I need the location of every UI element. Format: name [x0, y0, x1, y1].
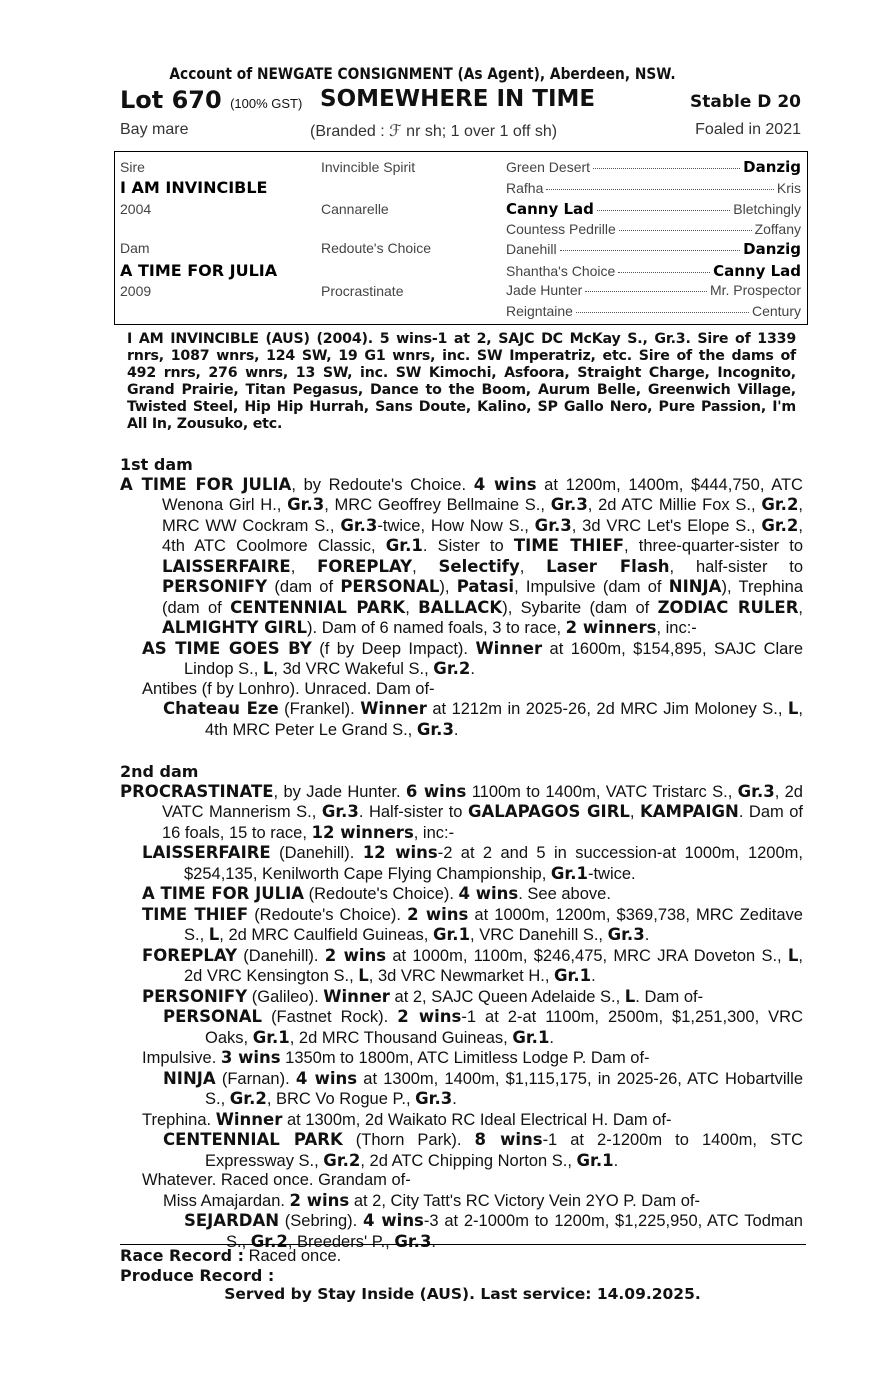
first-dam-title: 1st dam	[120, 455, 193, 474]
sire-dam: Cannarelle	[321, 201, 389, 217]
leader-dots	[619, 230, 752, 231]
produce-record-label: Produce Record :	[120, 1266, 275, 1285]
produce-entry: CENTENNIAL PARK (Thorn Park). 8 wins-1 at 2-1200m to 1400m, STC Expressway S., Gr.2, 2d ATC Chipping Norton S., Gr.1.	[163, 1130, 803, 1170]
ped-g3-name: Rafha	[506, 180, 544, 196]
produce-entry: LAISSERFAIRE (Danehill). 12 wins-2 at 2 and 5 in succession-at 1000m, 1200m, $254,135, Kenilworth Cape Flying Championship, Gr.1-twice.	[142, 843, 803, 883]
second-dam-text: , by Jade Hunter. 6 wins 1100m to 1400m, VATC Tristarc S., Gr.3, 2d VATC Mannerism S., Gr.3. Half-sister to GALAPAGOS GIRL, KAMPAIGN. Dam of 16 foals, 15 to race, 12 winners, inc:-	[162, 781, 803, 842]
ped-g3-name: Reigntaine	[506, 303, 573, 319]
pedigree-table	[114, 151, 808, 325]
horse-name: SOMEWHERE IN TIME	[320, 86, 596, 112]
sire-sire: Invincible Spirit	[321, 159, 416, 175]
produce-entry: Chateau Eze (Frankel). Winner at 1212m in 2025-26, 2d MRC Jim Moloney S., L, 4th MRC Peter Le Grand S., Gr.3.	[163, 699, 803, 739]
ped-g3-row	[506, 303, 801, 319]
first-dam-produce-list	[120, 639, 803, 741]
race-record-label: Race Record :	[120, 1246, 244, 1265]
produce-entry: Antibes (f by Lonhro). Unraced. Dam of-	[142, 679, 435, 698]
dam-dam: Procrastinate	[321, 283, 404, 299]
ped-g3-row	[506, 262, 801, 280]
ped-g3-sire: Danzig	[743, 240, 801, 258]
second-dam-section	[120, 762, 803, 1252]
first-dam-section	[120, 455, 803, 740]
produce-entry: PERSONAL (Fastnet Rock). 2 wins-1 at 2-at 1100m, 2500m, $1,251,300, VRC Oaks, Gr.1, 2d MRC Thousand Guineas, Gr.1.	[163, 1007, 804, 1047]
leader-dots	[593, 168, 740, 169]
dam-label: Dam	[120, 240, 150, 256]
second-dam-title: 2nd dam	[120, 762, 199, 781]
ped-g3-sire: Mr. Prospector	[709, 282, 801, 298]
lot-number	[120, 86, 302, 114]
served-note: Served by Stay Inside (AUS). Last service: 14.09.2025.	[224, 1285, 701, 1303]
lot-header	[120, 86, 803, 118]
race-record-value: Raced once.	[248, 1247, 342, 1265]
produce-entry: PERSONIFY (Galileo). Winner at 2, SAJC Queen Adelaide S., L. Dam of-	[142, 986, 704, 1006]
ped-g3-row	[506, 221, 801, 237]
leader-dots	[546, 189, 774, 190]
ped-g3-sire: Zoffany	[754, 221, 801, 237]
lot-label: Lot 670	[120, 86, 222, 114]
sire-name: I AM INVINCIBLE	[120, 178, 268, 197]
produce-record	[120, 1266, 274, 1286]
consignor-line: Account of NEWGATE CONSIGNMENT (As Agent), Aberdeen, NSW.	[169, 64, 676, 83]
stable-location: Stable D 20	[690, 92, 801, 112]
ped-g3-name: Green Desert	[506, 159, 591, 175]
produce-entry: Trephina. Winner at 1300m, 2d Waikato RC Ideal Electrical H. Dam of-	[142, 1109, 672, 1129]
ped-g3-sire: Bletchingly	[733, 201, 801, 217]
produce-entry: SEJARDAN (Sebring). 4 wins-3 at 2-1000m to 1200m, $1,225,950, ATC Todman S., Gr.2, Breeders' P., Gr.3.	[184, 1211, 803, 1251]
horse-sex: Bay mare	[120, 121, 189, 138]
ped-g3-row	[506, 240, 801, 258]
leader-dots	[560, 250, 741, 251]
gst-note: (100% GST)	[230, 96, 303, 111]
ped-g3-name: Danehill	[506, 241, 557, 257]
produce-entry: A TIME FOR JULIA (Redoute's Choice). 4 wins. See above.	[142, 884, 611, 903]
first-dam-name: A TIME FOR JULIA	[120, 474, 292, 494]
leader-dots	[576, 312, 749, 313]
sire-year: 2004	[120, 201, 152, 217]
second-dam-produce-list	[120, 843, 803, 1252]
produce-entry: Whatever. Raced once. Grandam of-	[142, 1171, 411, 1189]
foaled-year: Foaled in 2021	[695, 121, 801, 138]
produce-entry: AS TIME GOES BY (f by Deep Impact). Winner at 1600m, $154,895, SAJC Clare Lindop S., L, 3d VRC Wakeful S., Gr.2.	[142, 638, 803, 678]
leader-dots	[585, 291, 707, 292]
leader-dots	[618, 272, 710, 273]
ped-g3-name: Shantha's Choice	[506, 263, 616, 279]
ped-g3-name: Countess Pedrille	[506, 221, 616, 237]
first-dam-paragraph	[120, 475, 803, 639]
second-dam-name: PROCRASTINATE	[120, 781, 274, 801]
section-divider	[120, 1244, 806, 1245]
ped-g3-name: Canny Lad	[506, 200, 594, 218]
ped-g3-sire: Kris	[776, 180, 801, 196]
produce-entry: NINJA (Farnan). 4 wins at 1300m, 1400m, $1,115,175, in 2025-26, ATC Hobartville S., Gr.2, BRC Vo Rogue P., Gr.3.	[163, 1068, 803, 1108]
leader-dots	[597, 210, 730, 211]
ped-g3-sire: Century	[751, 303, 801, 319]
ped-g3-name: Jade Hunter	[506, 282, 583, 298]
ped-g3-sire: Danzig	[743, 158, 801, 176]
second-dam-paragraph	[120, 782, 803, 844]
dam-year: 2009	[120, 283, 152, 299]
ped-g3-sire: Canny Lad	[713, 262, 801, 280]
dam-sire: Redoute's Choice	[321, 240, 432, 256]
ped-g3-row	[506, 200, 801, 218]
first-dam-text: , by Redoute's Choice. 4 wins at 1200m, 1400m, $444,750, ATC Wenona Girl H., Gr.3, MRC Geoffrey Bellmaine S., Gr.3, 2d ATC Millie Fox S., Gr.2, MRC WW Cockram S., Gr.3-twice, How Now S., Gr.3, 3d VRC Let's Elope S., Gr.2, 4th ATC Coolmore Classic, Gr.1. Sister to TIME THIEF, three-quarter-sister to LAISSERFAIRE, FOREPLAY, Selectify, Laser Flash, half-sister to PERSONIFY (dam of PERSONAL), Patasi, Impulsive (dam of NINJA), Trephina (dam of CENTENNIAL PARK, BALLACK), Sybarite (dam of ZODIAC RULER, ALMIGHTY GIRL). Dam of 6 named foals, 3 to race, 2 winners, inc:-	[162, 474, 804, 637]
produce-entry: TIME THIEF (Redoute's Choice). 2 wins at 1000m, 1200m, $369,738, MRC Zeditave S., L, 2d MRC Caulfield Guineas, Gr.1, VRC Danehill S., Gr.3.	[142, 904, 803, 944]
produce-entry: Miss Amajardan. 2 wins at 2, City Tatt's RC Victory Vein 2YO P. Dam of-	[163, 1190, 700, 1210]
dam-name: A TIME FOR JULIA	[120, 261, 278, 280]
race-record	[120, 1246, 341, 1266]
produce-entry: FOREPLAY (Danehill). 2 wins at 1000m, 1100m, $246,475, MRC JRA Doveton S., L, 2d VRC Kensington S., L, 3d VRC Newmarket H., Gr.1.	[142, 945, 803, 985]
ped-g3-row	[506, 282, 801, 298]
sire-summary: I AM INVINCIBLE (AUS) (2004). 5 wins-1 at 2, SAJC DC McKay S., Gr.3. Sire of 1339 rnrs, 1087 wnrs, 124 SW, 19 G1 wnrs, inc. SW Imperatriz, etc. Sire of the dams of 492 rnrs, 276 wnrs, 13 SW, inc. SW Kimochi, Asfoora, Straight Charge, Incognito, Grand Prairie, Titan Pegasus, Dance to the Boom, Aurum Belle, Greenwich Village, Twisted Steel, Hip Hip Hurrah, Sans Doute, Kalino, SP Gallo Nero, Pure Passion, I'm All In, Zousuko, etc.	[127, 331, 796, 432]
ped-g3-row	[506, 180, 801, 196]
produce-entry: Impulsive. 3 wins 1350m to 1800m, ATC Limitless Lodge P. Dam of-	[142, 1048, 650, 1067]
ped-g3-row	[506, 158, 801, 176]
sire-label: Sire	[120, 159, 145, 175]
brand-description: (Branded : ℱ nr sh; 1 over 1 off sh)	[310, 123, 558, 140]
